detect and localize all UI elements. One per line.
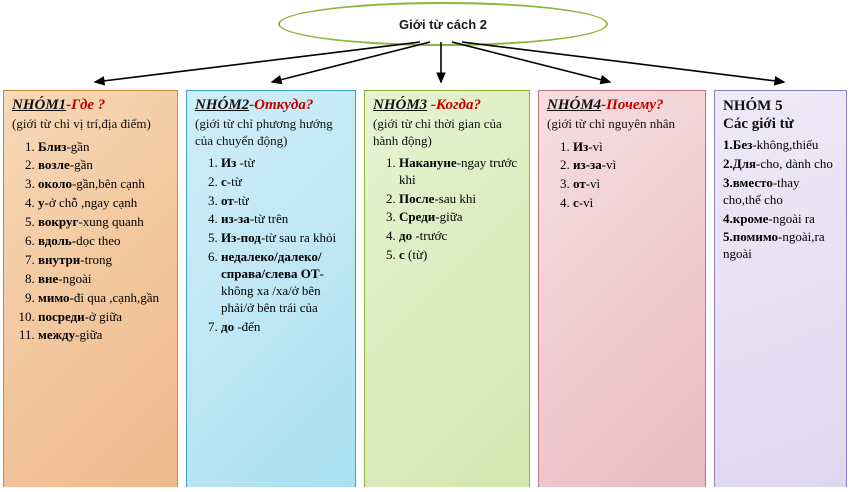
word: c [399,247,405,263]
word: Из-под [221,230,261,246]
group-heading-question: -Когда? [427,97,481,113]
group-heading-question: -Где ? [66,97,106,113]
list-item: 4. c-vì [573,195,697,212]
bottom-spacer [0,487,850,492]
list-item: 4.кроме-ngoài ra [723,210,815,226]
group-card-nhom1 [3,90,178,490]
group-subtitle-nhom4: (giới từ chỉ nguyên nhân [547,116,676,132]
list-item: 3.вместо-thay cho,thế cho [723,174,800,207]
list-item: 3. от-vì [573,176,697,193]
list-item: 3. около-gần,bên cạnh [38,176,169,193]
word: вокруг [38,214,79,230]
list-item: 1. Из-vì [573,139,697,156]
word: до [399,228,413,244]
word: Накануне [399,154,457,170]
list-item: 4. из-за-từ trên [221,211,347,228]
group-heading-label: NHÓM2 [195,97,250,113]
list-item: 6. недалеко/далеко/справа/слева ОТ-không xa /xa/ở bên phải/ở bên trái của [221,249,347,317]
word: около [38,176,72,192]
word: 3.вместо [723,174,773,190]
list-item: 7. внутри-trong [38,252,169,269]
preposition-list-nhom2 [195,155,347,336]
group-card-nhom3 [364,90,530,490]
list-item: 2. c-từ [221,174,347,191]
word: 2.Для [723,155,757,171]
list-item: 7. до -đến [221,319,347,336]
word: недалеко/далеко/справа/слева ОТ [221,249,322,282]
group-heading-nhom1 [12,97,169,114]
preposition-list-nhom5 [723,137,838,263]
group-subtitle-nhom5: Các giới từ [723,116,794,132]
list-item: 5.помимо-ngoài,ra ngoài [723,229,825,262]
group-heading-label: NHÓM 5 [723,98,783,114]
word: 1.Без [723,137,753,152]
word: между [38,327,76,343]
group-heading-nhom5 [723,97,838,133]
list-item: 2.Для-cho, dành cho [723,155,833,171]
list-item: 10. посреди-ở giữa [38,309,169,326]
word: После [399,190,435,206]
list-item: 4. y-ở chỗ ,ngay cạnh [38,195,169,212]
word: до [221,318,235,334]
word: вдоль [38,232,72,248]
group-card-nhom4 [538,90,706,490]
list-item: 5. c (từ) [399,247,521,264]
word: вне [38,270,59,286]
word: Из [221,154,237,170]
list-item: 2. После-sau khi [399,191,521,208]
group-heading-label: NHÓM4 [547,97,602,113]
word: от [221,192,234,208]
word: 4.кроме [723,210,769,226]
group-card-nhom2 [186,90,356,490]
word: y [38,195,45,211]
list-item: 5. вокруг-xung quanh [38,214,169,231]
word: от [573,176,586,192]
group-card-nhom5 [714,90,847,490]
group-heading-label: NHÓM1 [12,97,67,113]
group-heading-nhom3 [373,97,521,114]
word: внутри [38,251,81,267]
group-subtitle-nhom2: (giới từ chỉ phương hướng của chuyển động) [195,116,333,148]
list-item: 2. возле-gần [38,157,169,174]
group-heading-label: NHÓM3 [373,97,428,113]
preposition-list-nhom1 [12,139,169,345]
word: посреди [38,308,85,324]
word: возле [38,157,70,173]
list-item: 11. между-giữa [38,327,169,344]
list-item: 6. вдоль-dọc theo [38,233,169,250]
word: c [221,173,227,189]
list-item: 8. вне-ngoài [38,271,169,288]
group-heading-question: -Почему? [601,97,664,113]
word: Среди [399,209,436,225]
list-item: 1.Без-không,thiếu [723,137,819,152]
list-item: 3. от-từ [221,193,347,210]
group-subtitle-nhom3: (giới từ chỉ thời gian của hành động) [373,116,502,148]
list-item: 9. мимо-đi qua ,cạnh,gần [38,290,169,307]
group-heading-nhom2 [195,97,347,114]
group-heading-nhom4 [547,97,697,114]
preposition-list-nhom4 [547,139,697,213]
list-item: 1. Из -từ [221,155,347,172]
group-heading-question: -Откуда? [249,97,314,113]
word: Из [573,138,589,154]
list-item: 5. Из-под-từ sau ra khỏi [221,230,347,247]
preposition-list-nhom3 [373,155,521,264]
group-subtitle-nhom1: (giới từ chỉ vị trí,địa điểm) [12,116,151,132]
list-item: 3. Среди-giữa [399,209,521,226]
list-item: 1. Накануне-ngay trước khi [399,155,521,189]
diagram-title: Giới từ cách 2 [398,16,488,32]
word: из-за [573,157,602,173]
word: мимо [38,289,70,305]
list-item: 1. Близ-gần [38,139,169,156]
list-item: 4. до -trước [399,228,521,245]
word: из-за [221,211,250,227]
list-item: 2. из-за-vì [573,157,697,174]
word: Близ [38,138,67,154]
word: c [573,195,579,211]
connector-arrows [0,0,850,100]
word: 5.помимо [723,229,779,245]
